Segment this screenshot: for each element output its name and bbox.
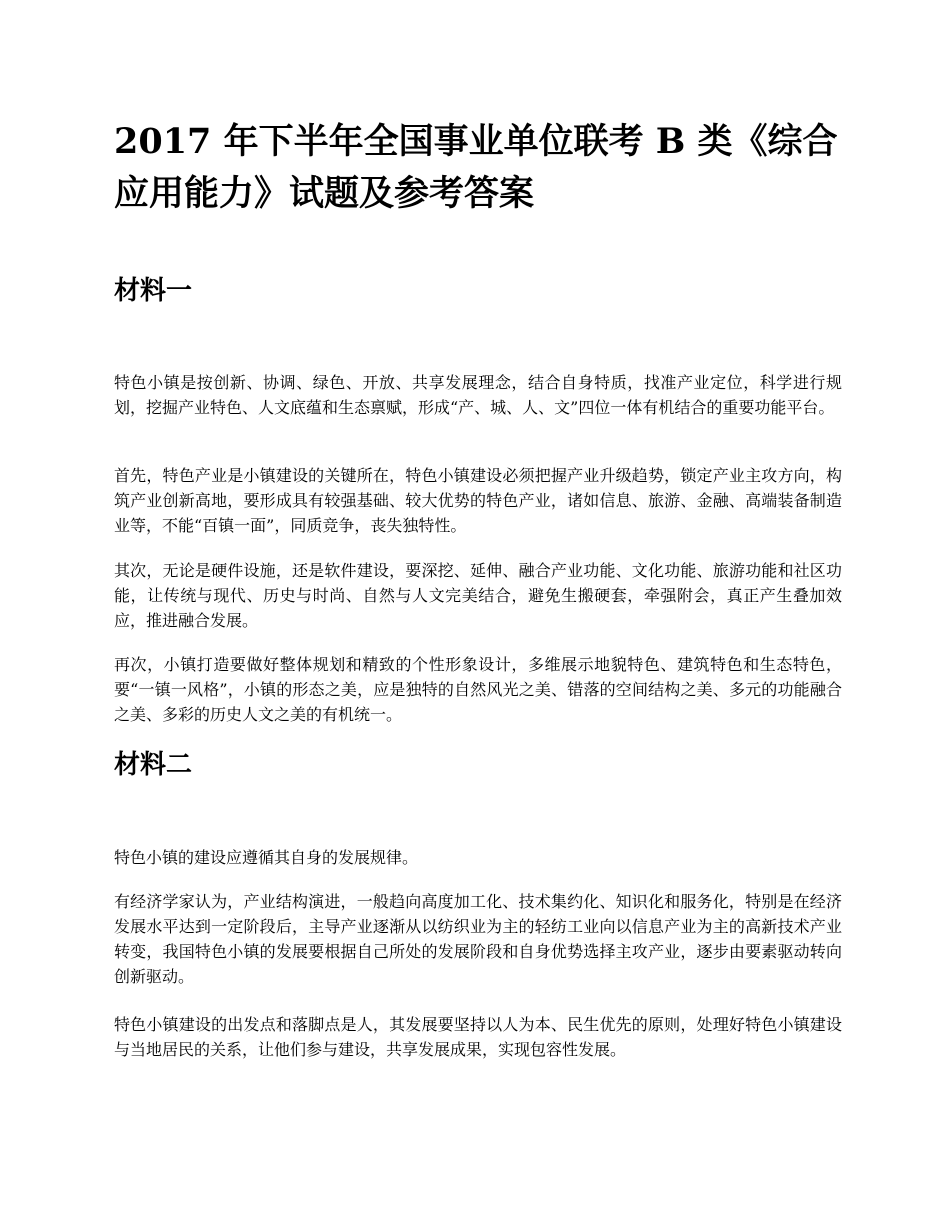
paragraph: 特色小镇建设的出发点和落脚点是人，其发展要坚持以人为本、民生优先的原则，处理好特色小镇建设与当地居民的关系，让他们参与建设，共享发展成果，实现包容性发展。 [114,1015,842,1059]
paragraph: 其次，无论是硬件设施，还是软件建设，要深挖、延伸、融合产业功能、文化功能、旅游功能和社区功能，让传统与现代、历史与时尚、自然与人文完美结合，避免生搬硬套，牵强附会，真正产生叠加效应，推进融合发展。 [114,561,842,630]
paragraph: 特色小镇的建设应遵循其自身的发展规律。 [114,848,419,867]
section-heading-material-1: 材料一 [114,276,193,306]
paragraph: 首先，特色产业是小镇建设的关键所在，特色小镇建设必须把握产业升级趋势，锁定产业主攻方向，构筑产业创新高地，要形成具有较强基础、较大优势的特色产业，诸如信息、旅游、金融、高端装备制造业等，不能“百镇一面”，同质竞争，丧失独特性。 [114,466,842,535]
paragraph: 再次，小镇打造要做好整体规划和精致的个性形象设计，多维展示地貌特色、建筑特色和生态特色，要“一镇一风格”，小镇的形态之美，应是独特的自然风光之美、错落的空间结构之美、多元的功能融合之美、多彩的历史人文之美的有机统一。 [114,655,842,724]
section-heading-material-2: 材料二 [114,750,193,780]
paragraph: 有经济学家认为，产业结构演进，一般趋向高度加工化、技术集约化、知识化和服务化，特别是在经济发展水平达到一定阶段后，主导产业逐渐从以纺织业为主的轻纺工业向以信息产业为主的高新技术产业转变，我国特色小镇的发展要根据自己所处的发展阶段和自身优势选择主攻产业，逐步由要素驱动转向创新驱动。 [114,892,842,986]
document-title: 2017 年下半年全国事业单位联考 B 类《综合应用能力》试题及参考答案 [114,121,838,214]
paragraph: 特色小镇是按创新、协调、绿色、开放、共享发展理念，结合自身特质，找准产业定位，科学进行规划，挖掘产业特色、人文底蕴和生态禀赋，形成“产、城、人、文”四位一体有机结合的重要功能平台。 [114,373,842,417]
